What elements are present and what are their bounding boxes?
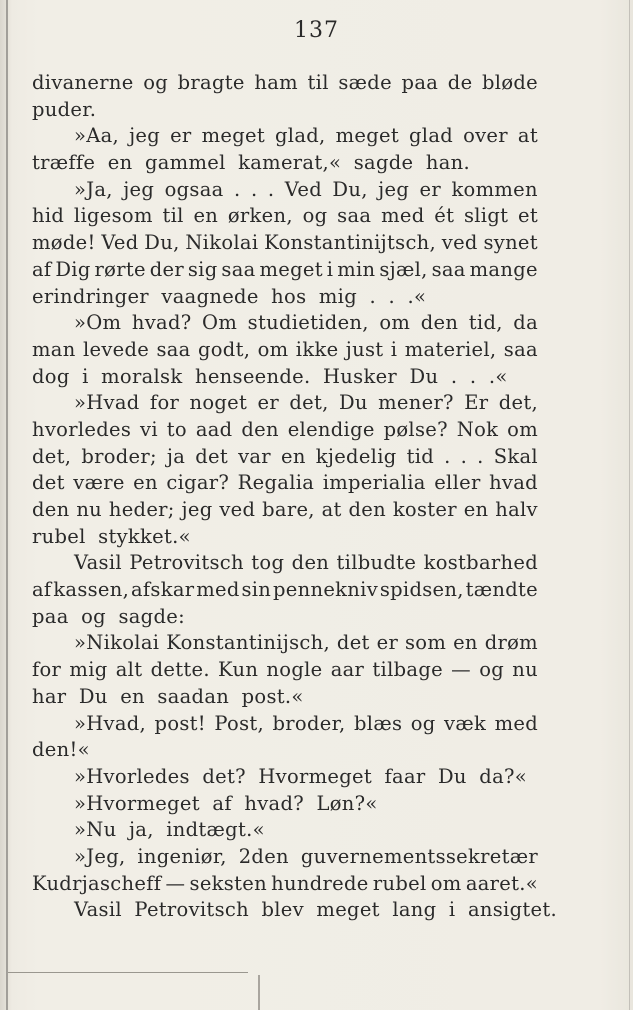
text-line: »Aa, jeg er meget glad, meget glad over at	[74, 124, 538, 148]
text-line: »Nikolai Konstantinijsch, det er som en drøm	[74, 631, 538, 655]
text-line: Vasil Petrovitsch tog den tilbudte kostbarhed	[74, 551, 538, 575]
text-line: puder.	[32, 97, 97, 121]
footer-rule	[8, 972, 248, 973]
page-number: 137	[294, 18, 339, 43]
body-text	[32, 70, 557, 924]
text-line: divanerne og bragte ham til sæde paa de bløde	[32, 71, 538, 94]
text-line: »Nu ja, indtægt.«	[74, 818, 265, 842]
text-line: Kudrjascheff — seksten hundrede rubel om aaret.«	[32, 871, 538, 895]
text-line: hvorledes vi to aad den elendige pølse? Nok om	[32, 417, 538, 441]
text-line: »Jeg, ingeniør, 2den guvernementssekretær	[74, 844, 538, 868]
text-line: den nu heder; jeg ved bare, at den koster en halv	[32, 498, 538, 521]
text-line: »Ja, jeg ogsaa . . . Ved Du, jeg er kommen	[74, 177, 538, 201]
text-line: den!«	[32, 738, 90, 762]
text-line: »Hvad, post! Post, broder, blæs og væk med	[74, 711, 538, 735]
text-line: møde! Ved Du, Nikolai Konstantinijtsch, ved synet	[32, 231, 538, 255]
text-line: har Du en saadan post.«	[32, 684, 304, 708]
text-line: hid ligesom til en ørken, og saa med ét sligt et	[32, 204, 538, 228]
page-right-edge	[629, 0, 630, 1010]
text-line: rubel stykket.«	[32, 524, 191, 548]
text-line: »Hvormeget af hvad? Løn?«	[74, 791, 378, 815]
text-line: for mig alt dette. Kun nogle aar tilbage — og nu	[32, 658, 538, 682]
footer-mark	[258, 975, 260, 1010]
text-line: erindringer vaagnede hos mig . . .«	[32, 284, 427, 308]
text-line: paa og sagde:	[32, 604, 185, 628]
text-line: af Dig rørte der sig saa meget i min sjæl, saa mange	[32, 257, 538, 281]
text-line: Vasil Petrovitsch blev meget lang i ansigtet.	[74, 898, 557, 922]
text-line: man levede saa godt, om ikke just i materiel, saa	[32, 337, 538, 361]
text-line: »Om hvad? Om studietiden, om den tid, da	[74, 311, 538, 335]
text-line: af kassen, afskar med sin pennekniv spidsen, tændte	[32, 578, 538, 602]
text-line: det være en cigar? Regalia imperialia eller hvad	[32, 471, 538, 495]
text-line: dog i moralsk henseende. Husker Du . . .«	[32, 364, 508, 388]
page-left-edge	[6, 0, 8, 1010]
text-line: det, broder; ja det var en kjedelig tid . . . Skal	[32, 444, 538, 468]
text-line: træffe en gammel kamerat,« sagde han.	[32, 151, 470, 175]
text-line: »Hvorledes det? Hvormeget faar Du da?«	[74, 764, 527, 788]
text-line: »Hvad for noget er det, Du mener? Er det,	[74, 391, 538, 415]
